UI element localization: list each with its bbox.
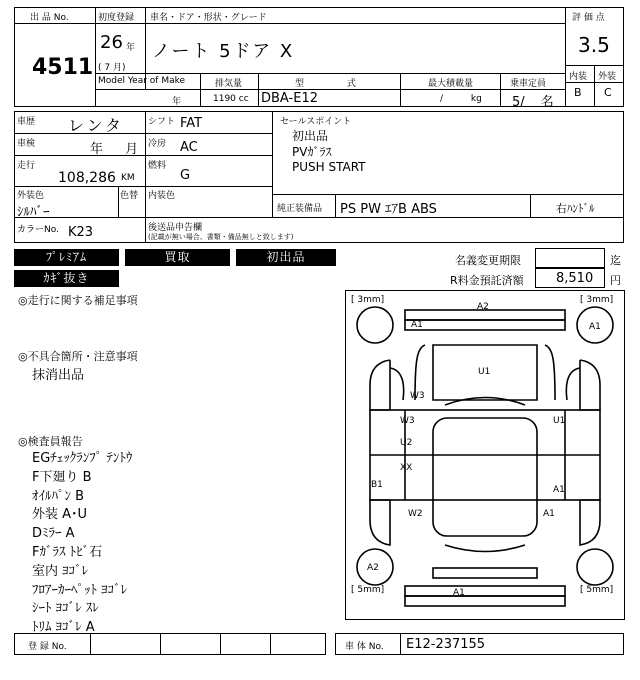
inspector-line-8: ﾌﾛｱｰｶｰﾍﾟｯﾄ ﾖｺﾞﾚ: [32, 583, 128, 598]
ac-value: AC: [180, 140, 198, 155]
lot-number: 4511: [32, 55, 94, 80]
title-change-box: [535, 248, 605, 268]
displacement-label: 排気量: [215, 79, 243, 89]
docs-label: 後送品申告欄: [148, 223, 203, 233]
mark-front-right-door: U1: [553, 416, 566, 426]
inspector-line-5: Dﾐﾗｰ A: [32, 526, 75, 541]
title-change-label: 名義変更期限: [455, 254, 521, 267]
fuel-label: 燃料: [148, 161, 167, 171]
driving-notes-label: ◎走行に関する補足事項: [18, 294, 138, 307]
corner-rear-left: [ 5mm]: [351, 585, 385, 595]
inspection-value: 年 月: [90, 142, 139, 157]
color-no-value: K23: [68, 225, 94, 240]
inspector-line-3: ｵｲﾙﾊﾟﾝ B: [32, 489, 85, 504]
car-diagram-svg: [345, 290, 625, 620]
inspector-line-6: Fｶﾞﾗｽ ﾄﾋﾞ石: [32, 545, 103, 560]
interior-grade: B: [574, 86, 582, 99]
mark-hood: U1: [478, 367, 491, 377]
shift-value: FAT: [180, 116, 203, 131]
sales-point-label: セールスポイント: [280, 117, 352, 127]
sales-point-2: PVｶﾞﾗｽ: [292, 145, 332, 159]
recycle-label: R料金預託済額: [450, 274, 524, 287]
mark-rear-right-door: A1: [553, 485, 565, 495]
max-load-label: 最大積載量: [428, 79, 474, 89]
mark-front-lip: A1: [411, 320, 423, 330]
mark-windshield-left: W3: [410, 391, 425, 401]
mileage-unit: KM: [121, 173, 135, 183]
reg-label: 初度登録: [98, 13, 135, 23]
corner-rear-right: [ 5mm]: [580, 585, 614, 595]
color-change-label: 色替: [120, 191, 139, 201]
mark-left-sill: B1: [371, 480, 383, 490]
rating-label: 評 価 点: [572, 13, 605, 23]
mileage-value: 108,286: [58, 170, 116, 186]
exterior-grade: C: [604, 86, 612, 99]
recycle-value: 8,510: [556, 271, 594, 286]
car-name: ノート 5ドア X: [152, 41, 295, 62]
mileage-label: 走行: [17, 161, 36, 171]
title-change-unit: 迄: [610, 254, 621, 267]
rating-value: 3.5: [578, 33, 610, 57]
mark-rear-right-glass: A1: [543, 509, 555, 519]
recycle-unit: 円: [610, 274, 621, 287]
mark-rear-left-tire: A2: [367, 563, 379, 573]
chassis-label: 車 体 No.: [345, 642, 384, 652]
defect-notes-value: 抹消出品: [32, 368, 85, 383]
inspector-line-2: F下廻り B: [32, 470, 92, 485]
model-year-label: Model Year of Make: [98, 76, 186, 86]
name-label: 車名・ドア・形状・グレード: [150, 13, 267, 23]
sales-point-1: 初出品: [292, 129, 329, 143]
model-code: DBA-E12: [261, 91, 318, 106]
capacity-label: 乗車定員: [510, 79, 547, 89]
mark-front-bumper: A2: [477, 302, 489, 312]
mark-front-right-tire: A1: [589, 322, 601, 332]
mark-rear-left-door: XX: [400, 463, 413, 473]
inspector-line-1: EGﾁｪｯｸﾗﾝﾌﾟ ﾃﾝﾄｳ: [32, 451, 133, 466]
inspector-line-10: ﾄﾘﾑ ﾖｺﾞﾚ A: [32, 620, 95, 635]
badge-key-removed: ｶｷﾞ抜き: [14, 270, 119, 287]
badge-first-listing: 初出品: [236, 249, 336, 266]
mark-front-left-door-glass: W3: [400, 416, 415, 426]
inspector-line-9: ｼｰﾄ ﾖｺﾞﾚ ｽﾚ: [32, 601, 99, 616]
lot-label: 出 品 No.: [30, 13, 69, 23]
capacity-value: 5/ 名: [512, 95, 554, 110]
year-unit: 年: [126, 43, 136, 53]
interior-label: 内装: [569, 72, 588, 82]
mark-rear-left-glass: W2: [408, 509, 423, 519]
inspector-line-4: 外装 A･U: [32, 507, 88, 522]
shift-label: シフト: [148, 117, 176, 127]
docs-note: (記載が無い場合、書類・備品無しと致します): [148, 233, 294, 241]
defect-notes-label: ◎不具合箇所・注意事項: [18, 350, 138, 363]
corner-front-left: [ 3mm]: [351, 295, 385, 305]
displacement-value: 1190 cc: [213, 94, 249, 104]
handle-value: 右ﾊﾝﾄﾞﾙ: [556, 202, 595, 215]
type-history-value: レンタ: [68, 116, 124, 135]
max-load-value: / kg: [440, 94, 482, 104]
reg-no-label: 登 録 No.: [28, 642, 67, 652]
corner-front-right: [ 3mm]: [580, 295, 614, 305]
model-year-unit: 年: [172, 97, 182, 107]
ext-color-value: ｼﾙﾊﾞｰ: [17, 205, 50, 220]
reg-year: 26: [100, 32, 123, 53]
inspector-label: ◎検査員報告: [18, 435, 83, 448]
mark-front-left-door: U2: [400, 438, 413, 448]
chassis-value: E12-237155: [406, 637, 486, 652]
fuel-value: G: [180, 168, 191, 183]
equipment-label: 純正装備品: [277, 204, 323, 214]
badge-buyout: 買取: [125, 249, 230, 266]
equipment-value: PS PW ｴｱB ABS: [340, 202, 437, 217]
type-label: 型 式: [295, 79, 356, 89]
inspection-label: 車検: [17, 139, 36, 149]
sales-point-3: PUSH START: [292, 160, 366, 174]
color-no-label: カラーNo.: [17, 225, 59, 235]
mark-rear-bumper: A1: [453, 588, 465, 598]
type-history-label: 車歴: [17, 117, 36, 127]
ac-label: 冷房: [148, 139, 167, 149]
exterior-label: 外装: [598, 72, 617, 82]
badge-premium: ﾌﾟﾚﾐｱﾑ: [14, 249, 119, 266]
inspector-line-7: 室内 ﾖｺﾞﾚ: [32, 564, 89, 579]
int-color-label: 内装色: [148, 191, 176, 201]
ext-color-label: 外装色: [17, 191, 45, 201]
reg-month: ( 7 月): [98, 63, 126, 73]
